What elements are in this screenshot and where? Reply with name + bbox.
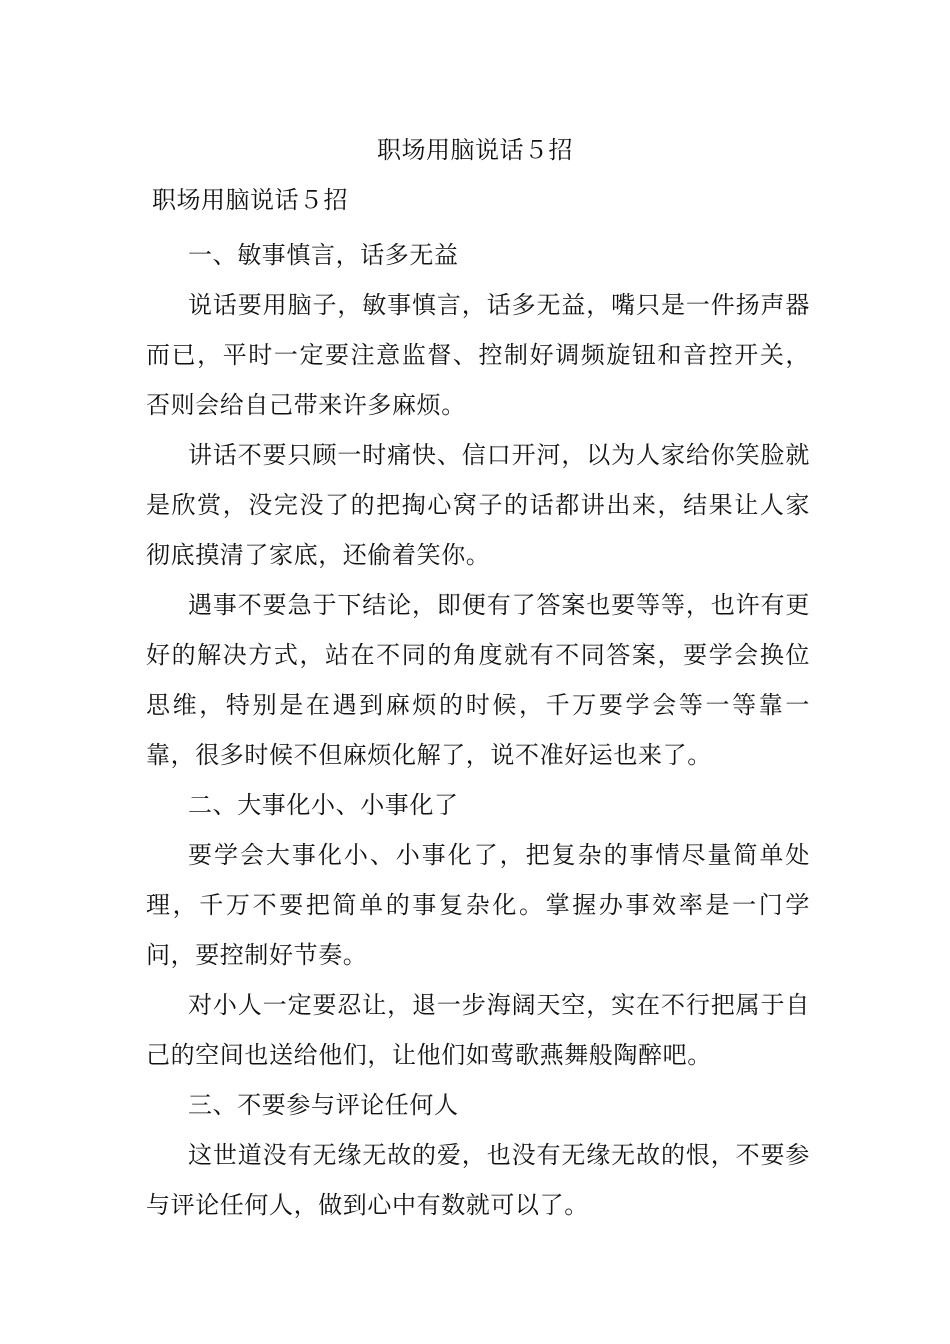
section-heading-2: 二、大事化小、小事化了: [188, 791, 459, 819]
section-heading-3: 三、不要参与评论任何人: [188, 1091, 459, 1119]
paragraph: 说话要用脑子，敏事慎言，话多无益，嘴只是一件扬声器而已，平时一定要注意监督、控制好调频旋钮和音控开关，否则会给自己带来许多麻烦。: [146, 291, 810, 419]
paragraph: 要学会大事化小、小事化了，把复杂的事情尽量简单处理，千万不要把简单的事复杂化。掌握办事效率是一门学问，要控制好节奏。: [146, 841, 810, 969]
document-body: [146, 230, 810, 1230]
section-heading-1: 一、敏事慎言，话多无益: [188, 241, 459, 269]
document-subtitle: 职场用脑说话５招: [152, 186, 348, 214]
paragraph: 这世道没有无缘无故的爱，也没有无缘无故的恨，不要参与评论任何人，做到心中有数就可以了。: [146, 1141, 810, 1219]
paragraph: 遇事不要急于下结论，即便有了答案也要等等，也许有更好的解决方式，站在不同的角度就有不同答案，要学会换位思维，特别是在遇到麻烦的时候，千万要学会等一等靠一靠，很多时候不但麻烦化解了，说不准好运也来了。: [146, 591, 810, 769]
document-title: 职场用脑说话５招: [377, 136, 573, 164]
paragraph: 讲话不要只顾一时痛快、信口开河，以为人家给你笑脸就是欣赏，没完没了的把掏心窝子的话都讲出来，结果让人家彻底摸清了家底，还偷着笑你。: [146, 441, 810, 569]
paragraph: 对小人一定要忍让，退一步海阔天空，实在不行把属于自己的空间也送给他们，让他们如莺歌燕舞般陶醉吧。: [146, 991, 810, 1069]
